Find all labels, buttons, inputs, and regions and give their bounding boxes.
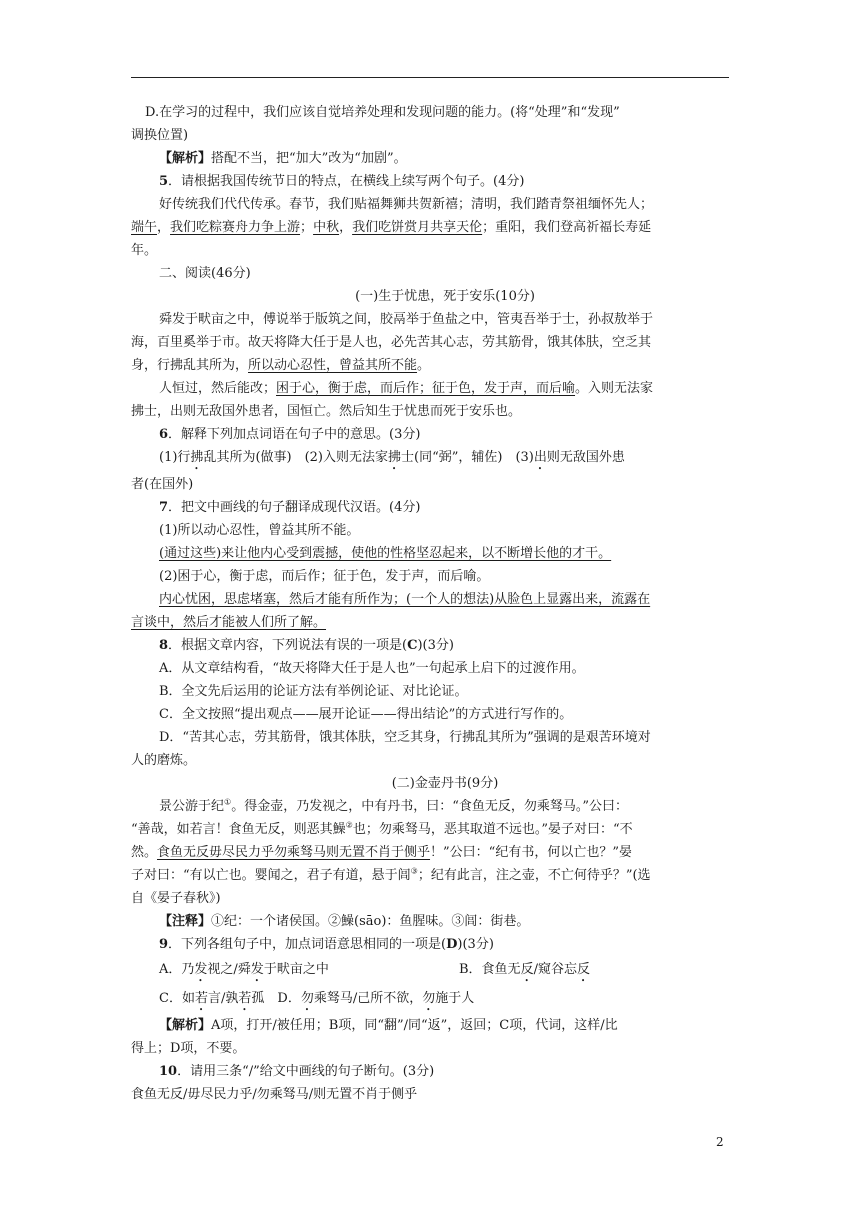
text: 士(同“弼”，辅佐) (401, 450, 503, 465)
passage-2-line (159, 795, 731, 818)
q5-tail2: 年。 (131, 243, 158, 258)
q5-tail: ；重阳，我们登高祈福长寿延 (482, 220, 652, 235)
text: 人恒过，然后能改； (159, 381, 277, 396)
dotted-word: 发 (250, 962, 264, 977)
dotted-word: 勿 (422, 991, 436, 1006)
q9-option-c (159, 991, 264, 1006)
q10-answer: 食鱼无反/毋尽民力乎/勿乘驽马/则无置不肖于侧乎 (131, 1087, 418, 1102)
underlined-sentence: 食鱼无反毋尽民力乎勿乘驽马则无置不肖于侧乎 (157, 845, 431, 860)
passage-2-line (131, 841, 731, 864)
text: 。得金壶，乃发视之，中有丹书，曰：“食鱼无反，勿乘驽马。”公曰： (231, 799, 628, 814)
text: 乱其所为(做事) (203, 450, 292, 465)
passage-1-line: 海，百里奚举于市。故天将降大任于是人也，必先苦其心志，劳其筋骨，饿其体肤，空乏其 (131, 335, 652, 350)
q9-analysis-cont: 得上；D项，不要。 (131, 1041, 246, 1056)
question-stem: ．把文中画线的句子翻译成现代汉语。(4分) (168, 500, 421, 515)
q10-stem (159, 1060, 731, 1083)
question-stem: ．解释下列加点词语在句子中的意思。(3分) (168, 427, 421, 442)
text: /窥谷忘 (533, 962, 577, 977)
q5-answer-line (131, 216, 731, 239)
answer-letter: C (407, 638, 418, 653)
q6-stem (159, 423, 731, 446)
passage-1-title: (一)生于忧患，死于安乐(10分) (355, 289, 535, 304)
q6-tail: 者(在国外) (131, 477, 194, 492)
q4-option-d-line1: D.在学习的过程中，我们应该自觉培养处理和发现问题的能力。(将“处理”和“发现” (145, 105, 620, 120)
text: 身，行拂乱其所为， (131, 358, 249, 373)
text: D． (277, 991, 301, 1006)
question-number: 5 (159, 174, 169, 189)
passage-1-line: 舜发于畎亩之中，傅说举于版筑之间，胶鬲举于鱼盐之中，管夷吾举于士，孙叔敖举于 (159, 312, 654, 327)
text: 。 (417, 358, 431, 373)
q4-analysis (159, 147, 731, 170)
q9-analysis (159, 1014, 731, 1037)
text: 言/孰 (207, 991, 239, 1006)
passage-1-line (159, 377, 731, 400)
q8-option-d-cont: 人的磨炼。 (131, 753, 197, 768)
section-2-title: 二、阅读(46分) (159, 266, 251, 281)
passage-2-line (131, 864, 731, 887)
q9-options-cd (159, 985, 731, 1014)
text: 子对曰：“有以亡也。婴闻之，君子有道，悬于闾 (131, 868, 411, 883)
text: (3) (515, 450, 534, 465)
question-number: 7 (159, 500, 169, 515)
question-stem: ．请根据我国传统节日的特点，在横线上续写两个句子。(4分) (168, 174, 525, 189)
passage-1-line: 拂士，出则无敌国外患者，国恒亡。然后知生于忧患而死于安乐也。 (131, 404, 522, 419)
q8-option-a: A．从文章结构看，“故天将降大任于是人也”一句起承上启下的过渡作用。 (159, 661, 585, 676)
q8-stem (159, 634, 731, 657)
text: C．如 (159, 991, 195, 1006)
text: ；纪有此言，注之壶，不亡何待乎？”(选 (417, 868, 651, 883)
sep: ， (157, 220, 171, 235)
question-stem: ．请用三条“/”给文中画线的句子断句。(3分) (177, 1064, 435, 1079)
dotted-word: 拂 (190, 450, 204, 465)
sep: ， (339, 220, 353, 235)
q9-options-ab (159, 956, 731, 985)
q7-answer-2: 内心忧困，思虑堵塞，然后才能有所作为；(一个人的想法)从脸色上显露出来，流露在 (159, 592, 651, 607)
text: 然。 (131, 845, 158, 860)
q9-stem (159, 933, 731, 956)
question-number: 9 (159, 937, 169, 952)
passage-2-title: (二)金壶丹书(9分) (391, 776, 499, 791)
q4-option-d-line2: 调换位置) (131, 128, 189, 143)
q7-sentence-1: (1)所以动心忍性，曾益其所不能。 (159, 523, 360, 538)
q7-stem (159, 496, 731, 519)
header-rule (131, 77, 729, 78)
passage-2-line (131, 818, 731, 841)
dotted-word: 若 (194, 991, 208, 1006)
q7-answer-1: (通过这些)来让他内心受到震撼，使他的性格坚忍起来，以不断增长他的才干。 (159, 546, 612, 561)
analysis-label: 【解析】 (159, 151, 212, 166)
q7-sentence-2: (2)困于心，衡于虑，而后作；征于色，发于声，而后喻。 (159, 569, 490, 584)
text: “善哉，如若言！食鱼无反，则恶其鱢 (131, 822, 346, 837)
dotted-word: 反 (576, 962, 590, 977)
analysis-label: 【解析】 (159, 1018, 212, 1033)
question-stem: ．下列各组句子中，加点词语意思相同的一项是( (168, 937, 447, 952)
q9-option-a (159, 956, 459, 985)
q8-option-b: B．全文先后运用的论证方法有举例论证、对比论证。 (159, 684, 468, 699)
note-marker: ② (345, 820, 353, 830)
question-stem: ．根据文章内容，下列说法有误的一项是( (168, 638, 408, 653)
text: B．食鱼无 (459, 962, 521, 977)
text: 也；勿乘驽马，恶其取道不远也。”晏子对曰：“不 (352, 822, 633, 837)
dotted-word: 出 (533, 450, 547, 465)
text: 。入则无法家 (575, 381, 654, 396)
passage-2-notes (159, 910, 731, 933)
analysis-text: 搭配不当，把“加大”改为“加剧”。 (211, 151, 407, 166)
text: (2)入则无法家 (304, 450, 389, 465)
text: ！”公曰：“纪有书，何以亡也？”晏 (430, 845, 632, 860)
analysis-text: A项，打开/被任用；B项，同“翻”/同“返”，返回；C项，代词，这样/比 (211, 1018, 618, 1033)
q5-stem (159, 170, 731, 193)
answer-1-body: 我们吃粽赛舟力争上游 (170, 220, 301, 235)
question-number: 6 (159, 427, 169, 442)
dotted-word: 发 (194, 962, 208, 977)
notes-text: ①纪：一个诸侯国。②鱢(sāo)：鱼腥味。③闾：街巷。 (211, 914, 530, 929)
text: 视之/舜 (207, 962, 251, 977)
q5-intro: 好传统我们代代传承。春节，我们贴福舞狮共贺新禧；清明，我们踏青祭祖缅怀先人； (159, 197, 654, 212)
note-marker: ① (224, 797, 232, 807)
document-page (131, 101, 731, 1106)
q8-option-c: C．全文按照“提出观点——展开论证——得出结论”的方式进行写作的。 (159, 707, 573, 722)
q9-option-b (459, 956, 590, 985)
passage-1-line (131, 354, 731, 377)
answer-1-head: 端午 (131, 220, 158, 235)
text: A．乃 (159, 962, 195, 977)
page-number: 2 (716, 1135, 724, 1149)
q6-items (159, 446, 731, 473)
question-number: 10 (159, 1064, 178, 1079)
text: (1)行 (159, 450, 191, 465)
text: )(3分) (457, 937, 494, 952)
text: )(3分) (417, 638, 454, 653)
answer-2-head: 中秋 (313, 220, 340, 235)
q7-answer-2-cont: 言谈中，然后才能被人们所了解。 (131, 615, 327, 630)
text: 乘驽马/己所不欲， (313, 991, 423, 1006)
note-marker: ③ (410, 866, 418, 876)
text: 孤 (251, 991, 265, 1006)
text: 于畎亩之中 (263, 962, 329, 977)
dotted-word: 勿 (300, 991, 314, 1006)
dotted-word: 拂 (388, 450, 402, 465)
dotted-word: 反 (520, 962, 534, 977)
answer-2-body: 我们吃饼赏月共享天伦 (352, 220, 483, 235)
text: 则无敌国外患 (546, 450, 625, 465)
q8-option-d: D．“苦其心志，劳其筋骨，饿其体肤，空乏其身，行拂乱其所为”强调的是艰苦环境对 (159, 730, 651, 745)
q9-option-d (277, 991, 474, 1006)
underlined-sentence: 困于心，衡于虑，而后作；征于色，发于声，而后喻 (276, 381, 576, 396)
text: 景公游于纪 (159, 799, 225, 814)
answer-letter: D (446, 937, 458, 952)
dotted-word: 若 (238, 991, 252, 1006)
question-number: 8 (159, 638, 169, 653)
underlined-sentence: 所以动心忍性，曾益其所不能 (248, 358, 418, 373)
text: 施于人 (435, 991, 475, 1006)
sep: ； (300, 220, 314, 235)
notes-label: 【注释】 (159, 914, 212, 929)
passage-2-source: 自《晏子春秋》) (131, 891, 221, 906)
